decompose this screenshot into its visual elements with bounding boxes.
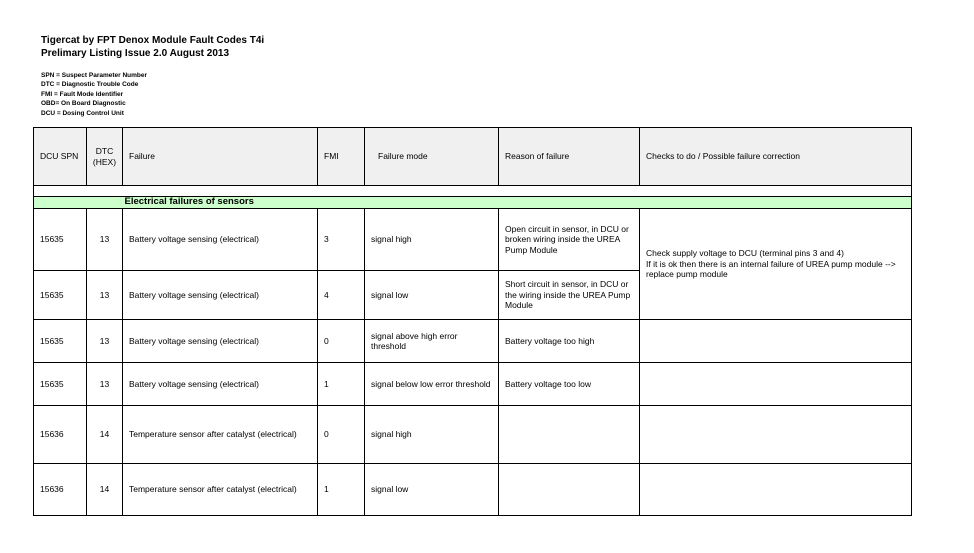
cell-reason: Open circuit in sensor, in DCU or broken wiring inside the UREA Pump Module: [499, 209, 640, 271]
cell-spn: 15636: [34, 464, 87, 516]
cell-dtc: 13: [87, 320, 123, 363]
cell-failure-mode: signal low: [365, 271, 499, 320]
legend-item: DTC = Diagnostic Trouble Code: [41, 81, 139, 89]
header-row: [34, 128, 912, 186]
legend-item: FMI = Fault Mode Identifier: [41, 90, 124, 98]
table-row: [34, 406, 912, 464]
cell-failure-mode: signal above high error threshold: [365, 320, 499, 363]
cell-failure: Battery voltage sensing (electrical): [123, 271, 318, 320]
cell-dtc: 13: [87, 271, 123, 320]
cell-checks: [640, 464, 912, 516]
section-row: [34, 197, 912, 209]
cell-dtc: 14: [87, 464, 123, 516]
header-fmi: FMI: [318, 128, 365, 186]
legend-item: DCU = Dosing Control Unit: [41, 109, 124, 117]
cell-checks: Check supply voltage to DCU (terminal pins 3 and 4) If it is ok then there is an internal failure of UREA pump module --> replace pump module: [640, 209, 912, 320]
cell-failure: Temperature sensor after catalyst (electrical): [123, 464, 318, 516]
cell-dtc: 13: [87, 363, 123, 406]
cell-fmi: 3: [318, 209, 365, 271]
document-title: Tigercat by FPT Denox Module Fault Codes T4i: [41, 35, 265, 46]
cell-fmi: 1: [318, 363, 365, 406]
cell-failure: Battery voltage sensing (electrical): [123, 320, 318, 363]
cell-reason: Short circuit in sensor, in DCU or the wiring inside the UREA Pump Module: [499, 271, 640, 320]
cell-failure-mode: signal low: [365, 464, 499, 516]
cell-fmi: 0: [318, 406, 365, 464]
header-dcu-spn: DCU SPN: [34, 128, 87, 186]
cell-failure-mode: signal below low error threshold: [365, 363, 499, 406]
cell-checks: [640, 406, 912, 464]
cell-failure-mode: signal high: [365, 209, 499, 271]
cell-checks: [640, 320, 912, 363]
table-row: [34, 464, 912, 516]
cell-dtc: 14: [87, 406, 123, 464]
cell-reason: Battery voltage too low: [499, 363, 640, 406]
cell-failure: Battery voltage sensing (electrical): [123, 363, 318, 406]
table-row: [34, 320, 912, 363]
abbreviation-legend: [41, 71, 147, 118]
cell-failure-mode: signal high: [365, 406, 499, 464]
table-row: [34, 363, 912, 406]
header-dtc-line2: (HEX): [92, 156, 117, 167]
header-reason: Reason of failure: [499, 128, 640, 186]
header-dtc-hex: [87, 128, 123, 186]
cell-reason: Battery voltage too high: [499, 320, 640, 363]
cell-spn: 15635: [34, 363, 87, 406]
document-subtitle: Prelimary Listing Issue 2.0 August 2013: [41, 48, 230, 59]
header-dtc-line1: DTC: [95, 146, 114, 156]
spacer-row: [34, 186, 912, 197]
cell-spn: 15635: [34, 271, 87, 320]
cell-reason: [499, 464, 640, 516]
cell-failure: Battery voltage sensing (electrical): [123, 209, 318, 271]
fault-code-table: [33, 127, 912, 516]
cell-spn: 15636: [34, 406, 87, 464]
table-row: [34, 209, 912, 271]
cell-checks: [640, 363, 912, 406]
cell-spn: 15635: [34, 209, 87, 271]
cell-reason: [499, 406, 640, 464]
header-failure-mode: Failure mode: [365, 128, 499, 186]
cell-dtc: 13: [87, 209, 123, 271]
cell-fmi: 4: [318, 271, 365, 320]
header-failure: Failure: [123, 128, 318, 186]
cell-failure: Temperature sensor after catalyst (electrical): [123, 406, 318, 464]
cell-fmi: 1: [318, 464, 365, 516]
legend-item: OBD= On Board Diagnostic: [41, 100, 126, 108]
legend-item: SPN = Suspect Parameter Number: [41, 72, 148, 79]
section-title: Electrical failures of sensors: [123, 197, 912, 209]
cell-spn: 15635: [34, 320, 87, 363]
cell-fmi: 0: [318, 320, 365, 363]
header-checks: Checks to do / Possible failure correction: [640, 128, 912, 186]
